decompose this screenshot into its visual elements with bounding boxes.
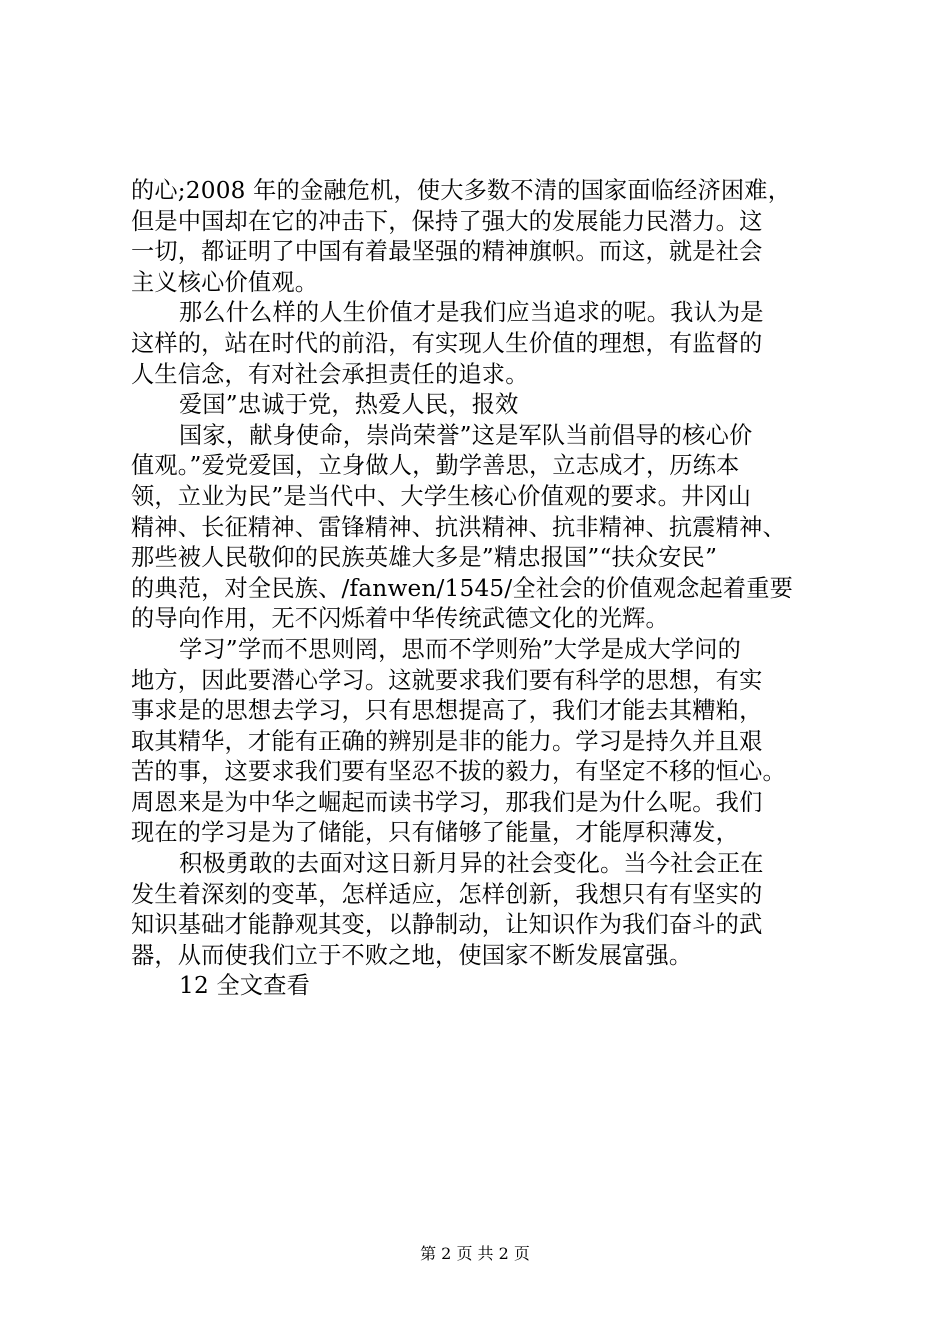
text-line: 周恩来是为中华之崛起而读书学习，那我们是为什么呢。我们 bbox=[131, 788, 763, 816]
text-line: 爱国”忠诚于党，热爱人民，报效 bbox=[179, 391, 519, 419]
text-line: 学习”学而不思则罔，思而不学则殆”大学是成大学问的 bbox=[179, 635, 742, 663]
text-line: 积极勇敢的去面对这日新月异的社会变化。当今社会正在 bbox=[179, 850, 764, 878]
text-line: 这样的，站在时代的前沿，有实现人生价值的理想，有监督的 bbox=[131, 329, 763, 357]
text-line: 12 全文查看 bbox=[179, 972, 311, 1000]
text-line: 一切，都证明了中国有着最坚强的精神旗帜。而这，就是社会 bbox=[131, 238, 763, 266]
text-line: 那些被人民敬仰的民族英雄大多是”精忠报国”“扶众安民” bbox=[131, 544, 718, 572]
text-line: 知识基础才能静观其变，以静制动，让知识作为我们奋斗的武 bbox=[131, 911, 763, 939]
text-line: 但是中国却在它的冲击下，保持了强大的发展能力民潜力。这 bbox=[131, 207, 763, 235]
text-line: 领，立业为民”是当代中、大学生核心价值观的要求。井冈山 bbox=[131, 482, 752, 510]
page-footer: 第 2 页 共 2 页 bbox=[420, 1244, 530, 1263]
text-line: 取其精华，才能有正确的辨别是非的能力。学习是持久并且艰 bbox=[131, 727, 763, 755]
text-line: 国家，献身使命，崇尚荣誉”这是军队当前倡导的核心价 bbox=[179, 421, 753, 449]
text-line: 人生信念，有对社会承担责任的追求。 bbox=[131, 360, 529, 388]
text-line: 那么什么样的人生价值才是我们应当追求的呢。我认为是 bbox=[179, 299, 764, 327]
text-line: 现在的学习是为了储能，只有储够了能量，才能厚积薄发， bbox=[131, 819, 740, 847]
text-line: 发生着深刻的变革，怎样适应，怎样创新，我想只有有坚实的 bbox=[131, 880, 763, 908]
text-line: 器，从而使我们立于不败之地，使国家不断发展富强。 bbox=[131, 941, 693, 969]
text-line: 苦的事，这要求我们要有坚忍不拔的毅力，有坚定不移的恒心。 bbox=[131, 758, 786, 786]
text-line: 事求是的思想去学习，只有思想提高了，我们才能去其糟粕， bbox=[131, 697, 763, 725]
text-line: 主义核心价值观。 bbox=[131, 268, 319, 296]
text-line: 的心;2008 年的金融危机，使大多数不清的国家面临经济困难， bbox=[131, 177, 792, 204]
text-line: 地方，因此要潜心学习。这就要求我们要有科学的思想，有实 bbox=[131, 666, 763, 694]
document-body bbox=[131, 176, 833, 1002]
text-line: 值观。”爱党爱国，立身做人，勤学善思，立志成才，历练本 bbox=[131, 452, 740, 480]
text-line: 的导向作用，无不闪烁着中华传统武德文化的光辉。 bbox=[131, 605, 669, 633]
text-line: 的典范，对全民族、/fanwen/1545/全社会的价值观念起着重要 bbox=[131, 574, 794, 602]
text-line: 精神、长征精神、雷锋精神、抗洪精神、抗非精神、抗震精神、 bbox=[131, 513, 786, 541]
